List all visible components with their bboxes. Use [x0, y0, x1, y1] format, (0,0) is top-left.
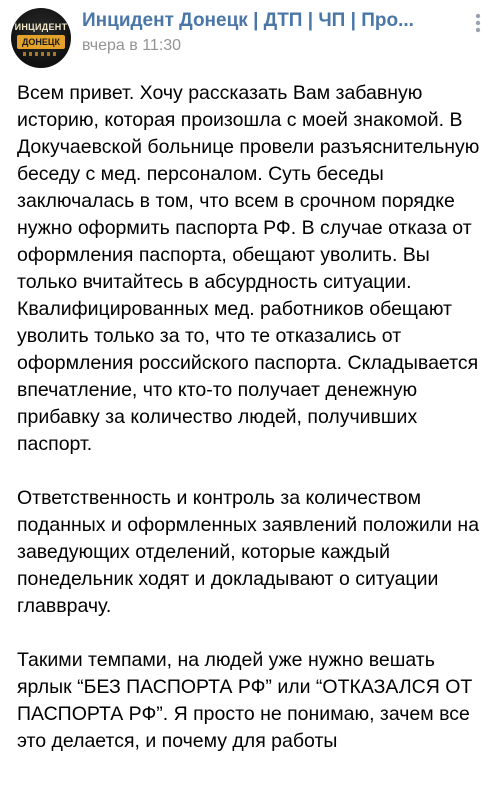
- more-vertical-icon[interactable]: [467, 12, 489, 34]
- post-paragraph-2: Ответственность и контроль за количеством поданных и оформленных заявлений положили на заведующих отделений, которые каждый понедельник ходят и докладывают о ситуации главврачу.: [17, 487, 480, 617]
- avatar[interactable]: [11, 8, 71, 68]
- post-text: [0, 72, 503, 755]
- avatar-decoration: [23, 52, 59, 56]
- post-timestamp[interactable]: вчера в 11:30: [82, 37, 182, 54]
- post-header: [0, 0, 503, 72]
- avatar-text-bottom: ДОНЕЦК: [17, 35, 65, 49]
- avatar-text-top: ИНЦИДЕНТ: [14, 22, 68, 32]
- post-paragraph-1: Всем привет. Хочу рассказать Вам забавную историю, которая произошла с моей знакомой. В Докучаевской больнице провели разъяснительную беседу с мед. персоналом. Суть беседы заключалась в том, что всем в срочном порядке нужно оформить паспорта РФ. В случае отказа от оформления паспорта, обещают уволить. Вы только вчитайтесь в абсурдность ситуации. Квалифицированных мед. работников обещают уволить только за то, что те отказались от оформления российского паспорта. Складывается впечатление, что кто-то получает денежную прибавку за количество людей, получивших паспорт.: [17, 82, 480, 455]
- post-paragraph-3: Такими темпами, на людей уже нужно вешать ярлык “БЕЗ ПАСПОРТА РФ” или “ОТКАЗАЛСЯ ОТ ПАСПОРТА РФ”. Я просто не понимаю, зачем все это делается, и почему для работы: [17, 649, 473, 752]
- group-name-link[interactable]: Инцидент Донецк | ДТП | ЧП | Про...: [82, 10, 414, 31]
